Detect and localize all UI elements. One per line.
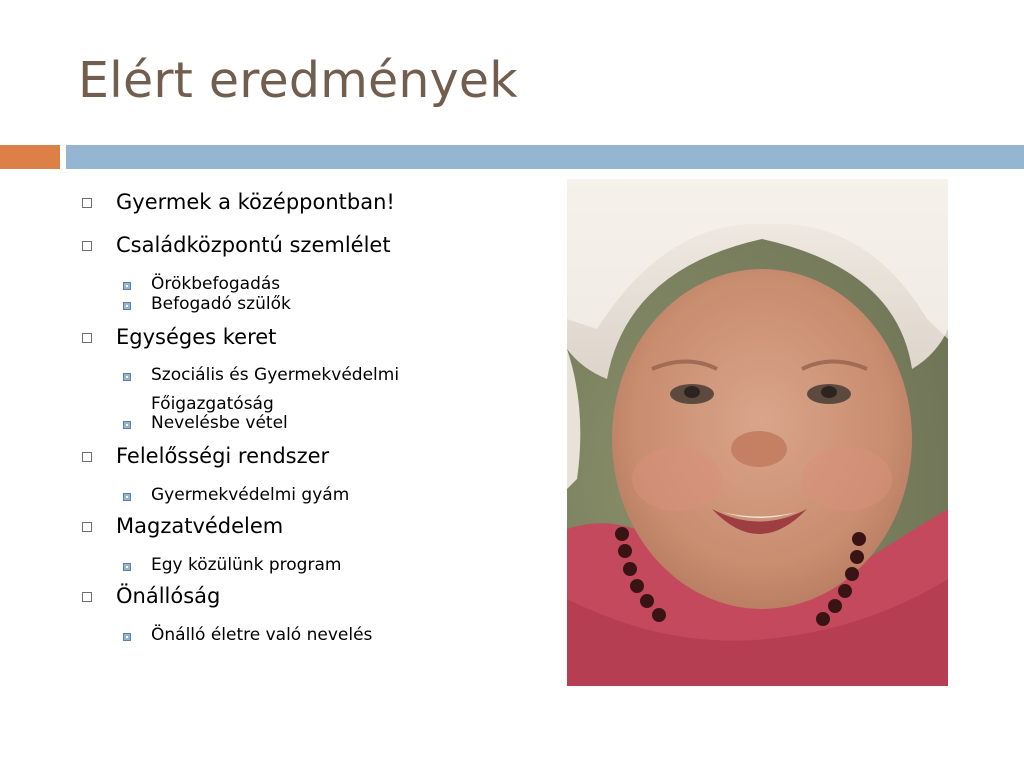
- sub-bullet-text: Egy közülünk program: [151, 555, 342, 575]
- bullet-text: Egységes keret: [116, 325, 277, 349]
- filled-square-bullet-icon: [123, 563, 131, 571]
- sub-bullet-item: [82, 627, 522, 656]
- sub-bullet-text: Önálló életre való nevelés: [151, 625, 373, 645]
- bullet-text: Gyermek a középpontban!: [116, 190, 395, 214]
- filled-square-bullet-icon: [123, 633, 131, 641]
- sub-bullet-text: Nevelésbe vétel: [151, 413, 288, 433]
- bullet-item: [82, 514, 522, 541]
- bullet-item: [82, 444, 522, 471]
- sub-bullet-text: Befogadó szülők: [151, 294, 291, 314]
- filled-square-bullet-icon: [123, 373, 131, 381]
- square-bullet-icon: [82, 333, 92, 343]
- square-bullet-icon: [82, 592, 92, 602]
- filled-square-bullet-icon: [123, 421, 131, 429]
- sub-bullet-item: [82, 557, 522, 586]
- bullet-text: Önállóság: [116, 584, 221, 608]
- slide-title: Elért eredmények: [78, 52, 518, 109]
- bullet-item: [82, 190, 522, 217]
- baby-photo: [567, 179, 948, 686]
- sub-bullet-text: Örökbefogadás: [151, 274, 281, 294]
- bullet-text: Magzatvédelem: [116, 514, 284, 538]
- square-bullet-icon: [82, 198, 92, 208]
- sub-bullet-item: [82, 487, 522, 516]
- bullet-item: [82, 325, 522, 352]
- bullet-text: Családközpontú szemlélet: [116, 233, 391, 257]
- square-bullet-icon: [82, 241, 92, 251]
- square-bullet-icon: [82, 452, 92, 462]
- accent-bar-blue: [66, 145, 1024, 169]
- filled-square-bullet-icon: [123, 282, 131, 290]
- filled-square-bullet-icon: [123, 302, 131, 310]
- sub-bullet-text: Szociális és Gyermekvédelmi Főigazgatóság: [151, 365, 400, 414]
- bullet-text: Felelősségi rendszer: [116, 444, 330, 468]
- bullet-item: [82, 233, 522, 260]
- accent-bar-orange: [0, 145, 60, 169]
- filled-square-bullet-icon: [123, 493, 131, 501]
- bullet-list: [82, 190, 522, 645]
- sub-bullet-item: [82, 296, 522, 325]
- square-bullet-icon: [82, 522, 92, 532]
- sub-bullet-item: [82, 415, 522, 444]
- sub-bullet-text: Gyermekvédelmi gyám: [151, 485, 350, 505]
- bullet-item: [82, 584, 522, 611]
